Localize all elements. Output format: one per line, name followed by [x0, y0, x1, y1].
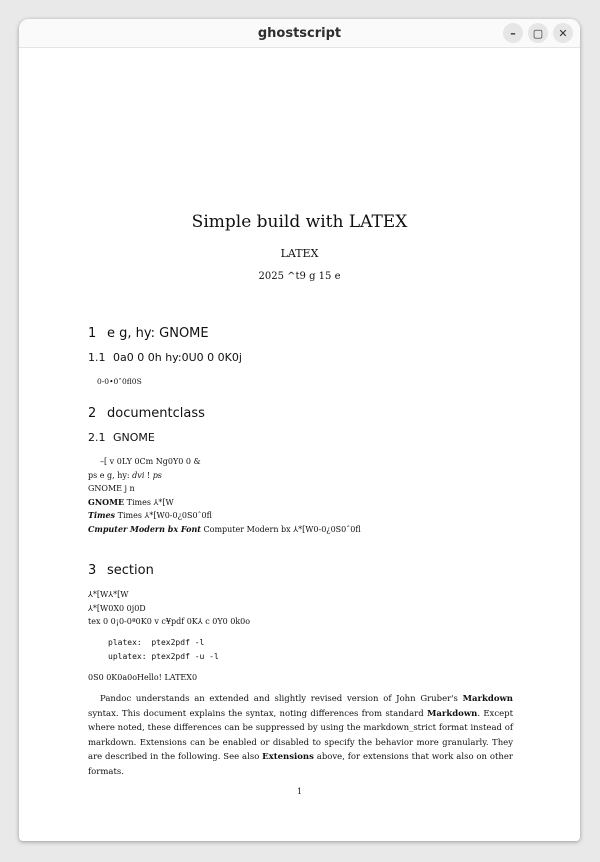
section-title: section: [107, 563, 154, 578]
subsection-number: 1.1: [88, 351, 106, 364]
section-title: documentclass: [107, 406, 205, 421]
section-title: e g, hy: GNOME: [107, 326, 209, 341]
subsection-title: GNOME: [113, 431, 155, 444]
code-line: uplatex: ptex2pdf -u -l: [108, 652, 219, 661]
body-line: ⅄*[W0X0 0j0D: [88, 603, 146, 613]
section-number: 1: [88, 326, 97, 341]
body-line: ⅄*[W⅄*[W: [88, 590, 129, 599]
section-heading-3: [88, 563, 513, 578]
title-bar[interactable]: [19, 19, 580, 48]
section-2-body: [88, 455, 513, 536]
subsection-title: 0a0 0 0h hy:0U0 0 0K0j: [113, 351, 242, 364]
page-number: 1: [296, 787, 303, 796]
body-line: GNOME Times ⅄*[W: [88, 496, 174, 507]
subsection-heading-1-1: [88, 351, 513, 364]
body-line: 0S0 0K0a0oHello! LATEX0: [88, 672, 198, 682]
document-date: 2025 ^t9 g 15 e: [258, 271, 341, 282]
maximize-button[interactable]: ▢: [528, 23, 548, 43]
code-line: platex: ptex2pdf -l: [108, 637, 205, 647]
window-title: ghostscript: [257, 25, 342, 41]
subsection-number: 2.1: [88, 431, 106, 444]
close-button[interactable]: ✕: [553, 23, 573, 43]
document-author: LATEX: [280, 247, 319, 260]
body-line: Cmputer Modern bx Font Computer Modern bx ⅄*[W0-0¿0S0ˆ0fl: [88, 523, 361, 534]
section-heading-2: [88, 406, 513, 421]
subsection-heading-2-1: [88, 431, 513, 444]
pandoc-paragraph: Pandoc understands an extended and slightly revised version of John Gruber's Markdown syntax. This document explains the syntax, noting differences from standard Markdown. Except where noted, these differences can be suppressed by using the markdown_strict format instead of markdown. Extensions can be enabled or disabled to specify the behavior more granularly. They are described in the following. See also Extensions above, for extensions that work also on other formats.: [88, 694, 513, 777]
body-text: 0-0•0ˆ0fl0S: [97, 377, 142, 386]
body-line: ps e g, hy: dvi ! ps: [88, 470, 162, 480]
body-line: GNOME j n: [88, 484, 135, 493]
viewer-window: [19, 19, 580, 841]
body-line: –[ v 0LY 0Cm Ng0Y0 0 &: [100, 457, 201, 466]
section-3-body: [88, 588, 513, 684]
section-heading-1: [88, 326, 513, 341]
minimize-button[interactable]: –: [503, 23, 523, 43]
section-number: 3: [88, 563, 97, 578]
section-number: 2: [88, 406, 97, 421]
window-controls: [503, 23, 573, 43]
body-line: Times Times ⅄*[W0-0¿0S0ˆ0fl: [88, 510, 212, 520]
body-line: tex 0 0¡0-0ª0K0 v c¥pdf 0K⅄ c 0Y0 0k0o: [88, 617, 251, 626]
document-title: Simple build with LATEX: [191, 212, 408, 232]
document-page: [19, 48, 580, 841]
